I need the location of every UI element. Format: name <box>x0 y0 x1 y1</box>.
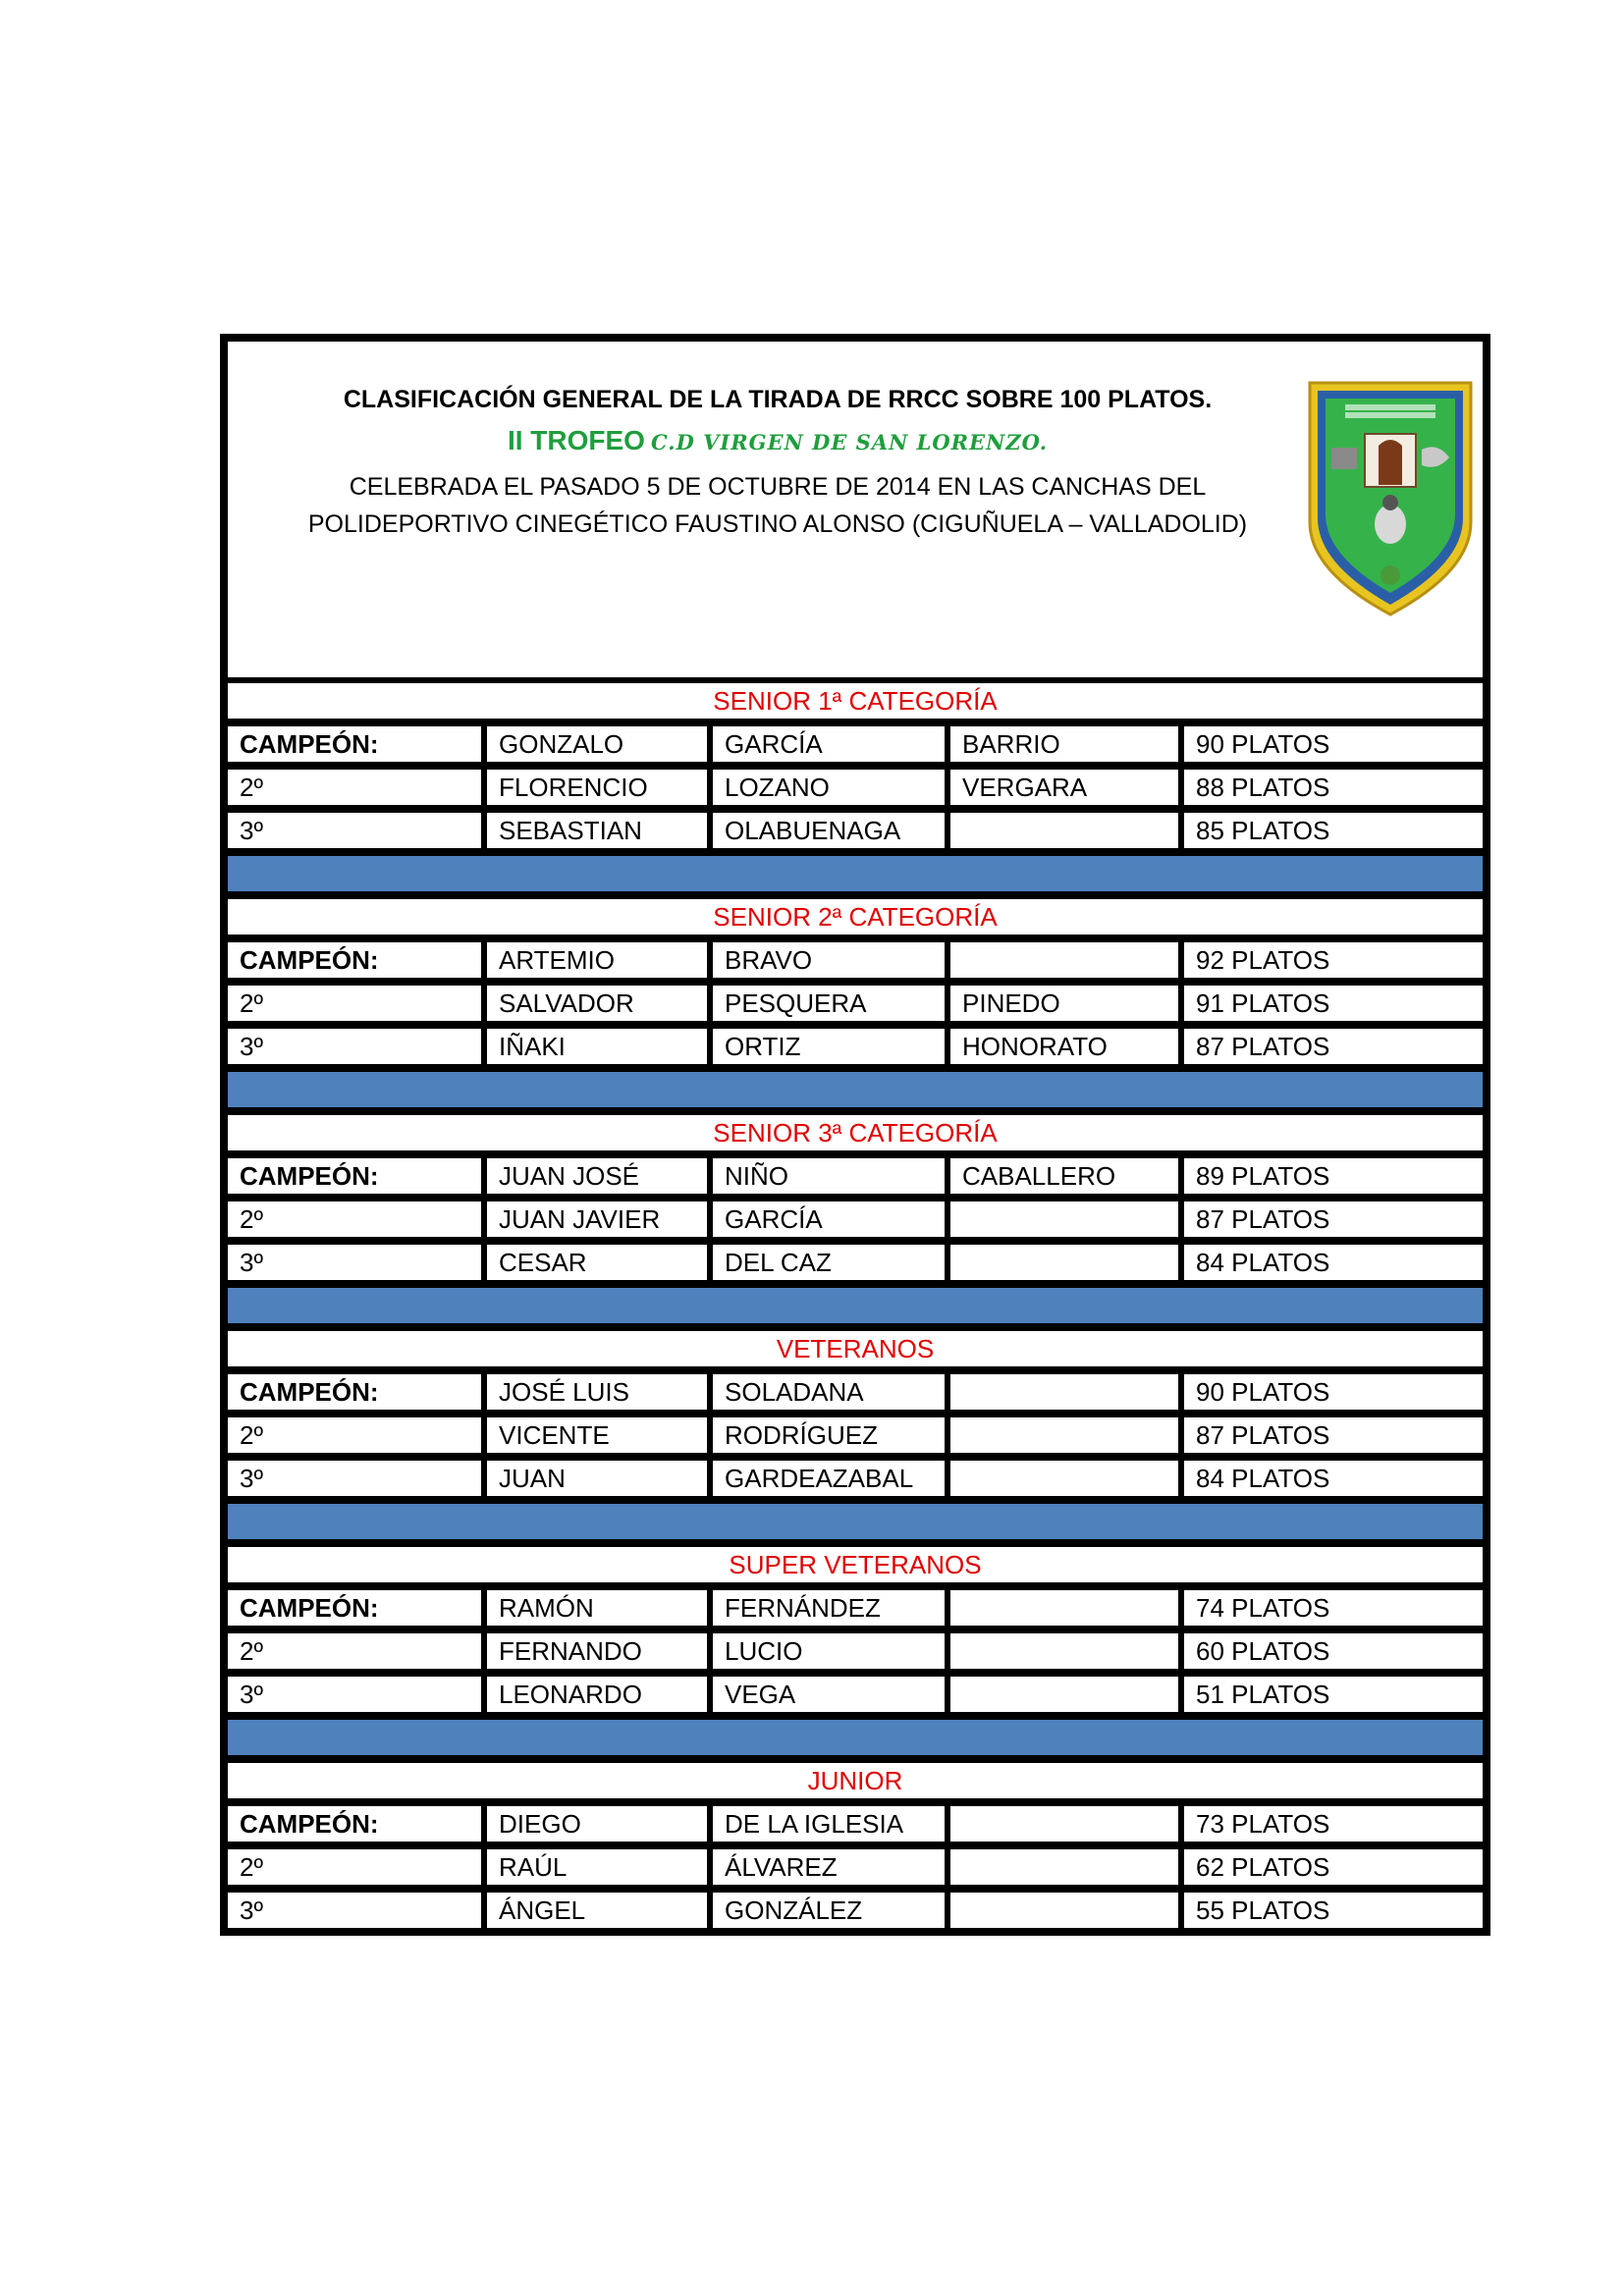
position-cell: 3º <box>228 1677 481 1712</box>
result-row <box>228 1677 1483 1712</box>
result-row <box>228 986 1483 1021</box>
surname-cell: NIÑO <box>713 1158 945 1194</box>
surname-cell: SOLADANA <box>713 1374 945 1410</box>
first-name-cell: JUAN JOSÉ <box>487 1158 707 1194</box>
first-name-cell: RAÚL <box>487 1849 707 1885</box>
score-cell: 84 PLATOS <box>1184 1245 1483 1280</box>
score-cell: 55 PLATOS <box>1184 1893 1483 1928</box>
first-name-cell: RAMÓN <box>487 1590 707 1626</box>
position-cell: 2º <box>228 770 481 805</box>
second-surname-cell <box>950 1806 1178 1842</box>
result-row <box>228 942 1483 978</box>
position-cell: 2º <box>228 1849 481 1885</box>
category-heading: JUNIOR <box>228 1763 1483 1798</box>
position-cell: 3º <box>228 813 481 848</box>
position-cell: CAMPEÓN: <box>228 726 481 762</box>
first-name-cell: GONZALO <box>487 726 707 762</box>
first-name-cell: JOSÉ LUIS <box>487 1374 707 1410</box>
category-heading: VETERANOS <box>228 1331 1483 1366</box>
position-cell: CAMPEÓN: <box>228 942 481 978</box>
score-cell: 90 PLATOS <box>1184 1374 1483 1410</box>
surname-cell: BRAVO <box>713 942 945 978</box>
result-row <box>228 770 1483 805</box>
first-name-cell: SALVADOR <box>487 986 707 1021</box>
surname-cell: GARDEAZABAL <box>713 1461 945 1496</box>
first-name-cell: ARTEMIO <box>487 942 707 978</box>
result-row <box>228 1245 1483 1280</box>
score-cell: 74 PLATOS <box>1184 1590 1483 1626</box>
section-separator-band <box>228 1504 1483 1539</box>
second-surname-cell <box>950 813 1178 848</box>
second-surname-cell <box>950 1849 1178 1885</box>
result-row <box>228 1461 1483 1496</box>
club-crest-logo <box>1302 375 1479 620</box>
first-name-cell: VICENTE <box>487 1417 707 1453</box>
score-cell: 87 PLATOS <box>1184 1417 1483 1453</box>
event-venue-line: POLIDEPORTIVO CINEGÉTICO FAUSTINO ALONSO (CIGUÑUELA – VALLADOLID) <box>307 510 1248 538</box>
surname-cell: ORTIZ <box>713 1029 945 1064</box>
position-cell: CAMPEÓN: <box>228 1374 481 1410</box>
surname-cell: DE LA IGLESIA <box>713 1806 945 1842</box>
second-surname-cell <box>950 1633 1178 1669</box>
club-name: C.D VIRGEN DE SAN LORENZO. <box>650 430 1049 454</box>
section-separator-band <box>228 1072 1483 1107</box>
result-row <box>228 813 1483 848</box>
surname-cell: GARCÍA <box>713 726 945 762</box>
score-cell: 87 PLATOS <box>1184 1029 1483 1064</box>
second-surname-cell: HONORATO <box>950 1029 1178 1064</box>
position-cell: 2º <box>228 986 481 1021</box>
result-row <box>228 1849 1483 1885</box>
score-cell: 60 PLATOS <box>1184 1633 1483 1669</box>
second-surname-cell <box>950 1245 1178 1280</box>
second-surname-cell: CABALLERO <box>950 1158 1178 1194</box>
score-cell: 87 PLATOS <box>1184 1201 1483 1237</box>
position-cell: CAMPEÓN: <box>228 1158 481 1194</box>
position-cell: 3º <box>228 1893 481 1928</box>
second-surname-cell <box>950 1590 1178 1626</box>
second-surname-cell <box>950 1201 1178 1237</box>
second-surname-cell: VERGARA <box>950 770 1178 805</box>
score-cell: 92 PLATOS <box>1184 942 1483 978</box>
result-row <box>228 1893 1483 1928</box>
score-cell: 62 PLATOS <box>1184 1849 1483 1885</box>
category-heading: SENIOR 1ª CATEGORÍA <box>228 683 1483 719</box>
position-cell: 2º <box>228 1633 481 1669</box>
second-surname-cell: PINEDO <box>950 986 1178 1021</box>
position-cell: 3º <box>228 1245 481 1280</box>
result-row <box>228 1201 1483 1237</box>
second-surname-cell <box>950 1374 1178 1410</box>
score-cell: 85 PLATOS <box>1184 813 1483 848</box>
position-cell: CAMPEÓN: <box>228 1590 481 1626</box>
first-name-cell: FERNANDO <box>487 1633 707 1669</box>
score-cell: 51 PLATOS <box>1184 1677 1483 1712</box>
results-sheet <box>220 334 1490 1936</box>
first-name-cell: SEBASTIAN <box>487 813 707 848</box>
second-surname-cell: BARRIO <box>950 726 1178 762</box>
surname-cell: LUCIO <box>713 1633 945 1669</box>
surname-cell: PESQUERA <box>713 986 945 1021</box>
result-row <box>228 1633 1483 1669</box>
result-row <box>228 1158 1483 1194</box>
surname-cell: OLABUENAGA <box>713 813 945 848</box>
score-cell: 88 PLATOS <box>1184 770 1483 805</box>
document-title: CLASIFICACIÓN GENERAL DE LA TIRADA DE RRCC SOBRE 100 PLATOS. <box>343 386 1213 413</box>
result-row <box>228 1374 1483 1410</box>
first-name-cell: CESAR <box>487 1245 707 1280</box>
section-separator-band <box>228 1720 1483 1755</box>
second-surname-cell <box>950 1417 1178 1453</box>
second-surname-cell <box>950 1677 1178 1712</box>
result-row <box>228 726 1483 762</box>
category-heading: SUPER VETERANOS <box>228 1547 1483 1582</box>
position-cell: 3º <box>228 1461 481 1496</box>
trophy-label: II TROFEO <box>507 425 645 455</box>
score-cell: 84 PLATOS <box>1184 1461 1483 1496</box>
category-heading: SENIOR 2ª CATEGORÍA <box>228 899 1483 934</box>
result-row <box>228 1806 1483 1842</box>
first-name-cell: JUAN <box>487 1461 707 1496</box>
result-row <box>228 1029 1483 1064</box>
score-cell: 89 PLATOS <box>1184 1158 1483 1194</box>
position-cell: 2º <box>228 1417 481 1453</box>
second-surname-cell <box>950 1461 1178 1496</box>
surname-cell: GARCÍA <box>713 1201 945 1237</box>
position-cell: 3º <box>228 1029 481 1064</box>
surname-cell: ÁLVAREZ <box>713 1849 945 1885</box>
surname-cell: FERNÁNDEZ <box>713 1590 945 1626</box>
first-name-cell: IÑAKI <box>487 1029 707 1064</box>
surname-cell: GONZÁLEZ <box>713 1893 945 1928</box>
position-cell: CAMPEÓN: <box>228 1806 481 1842</box>
event-date-line: CELEBRADA EL PASADO 5 DE OCTUBRE DE 2014 EN LAS CANCHAS DEL <box>349 473 1207 501</box>
surname-cell: VEGA <box>713 1677 945 1712</box>
position-cell: 2º <box>228 1201 481 1237</box>
result-row <box>228 1590 1483 1626</box>
surname-cell: LOZANO <box>713 770 945 805</box>
section-separator-band <box>228 1288 1483 1323</box>
document-header <box>228 342 1483 677</box>
score-cell: 90 PLATOS <box>1184 726 1483 762</box>
category-heading: SENIOR 3ª CATEGORÍA <box>228 1115 1483 1150</box>
first-name-cell: ÁNGEL <box>487 1893 707 1928</box>
first-name-cell: DIEGO <box>487 1806 707 1842</box>
score-cell: 91 PLATOS <box>1184 986 1483 1021</box>
first-name-cell: JUAN JAVIER <box>487 1201 707 1237</box>
second-surname-cell <box>950 942 1178 978</box>
first-name-cell: FLORENCIO <box>487 770 707 805</box>
second-surname-cell <box>950 1893 1178 1928</box>
first-name-cell: LEONARDO <box>487 1677 707 1712</box>
surname-cell: DEL CAZ <box>713 1245 945 1280</box>
surname-cell: RODRÍGUEZ <box>713 1417 945 1453</box>
score-cell: 73 PLATOS <box>1184 1806 1483 1842</box>
trophy-title <box>228 425 1327 456</box>
result-row <box>228 1417 1483 1453</box>
section-separator-band <box>228 856 1483 891</box>
